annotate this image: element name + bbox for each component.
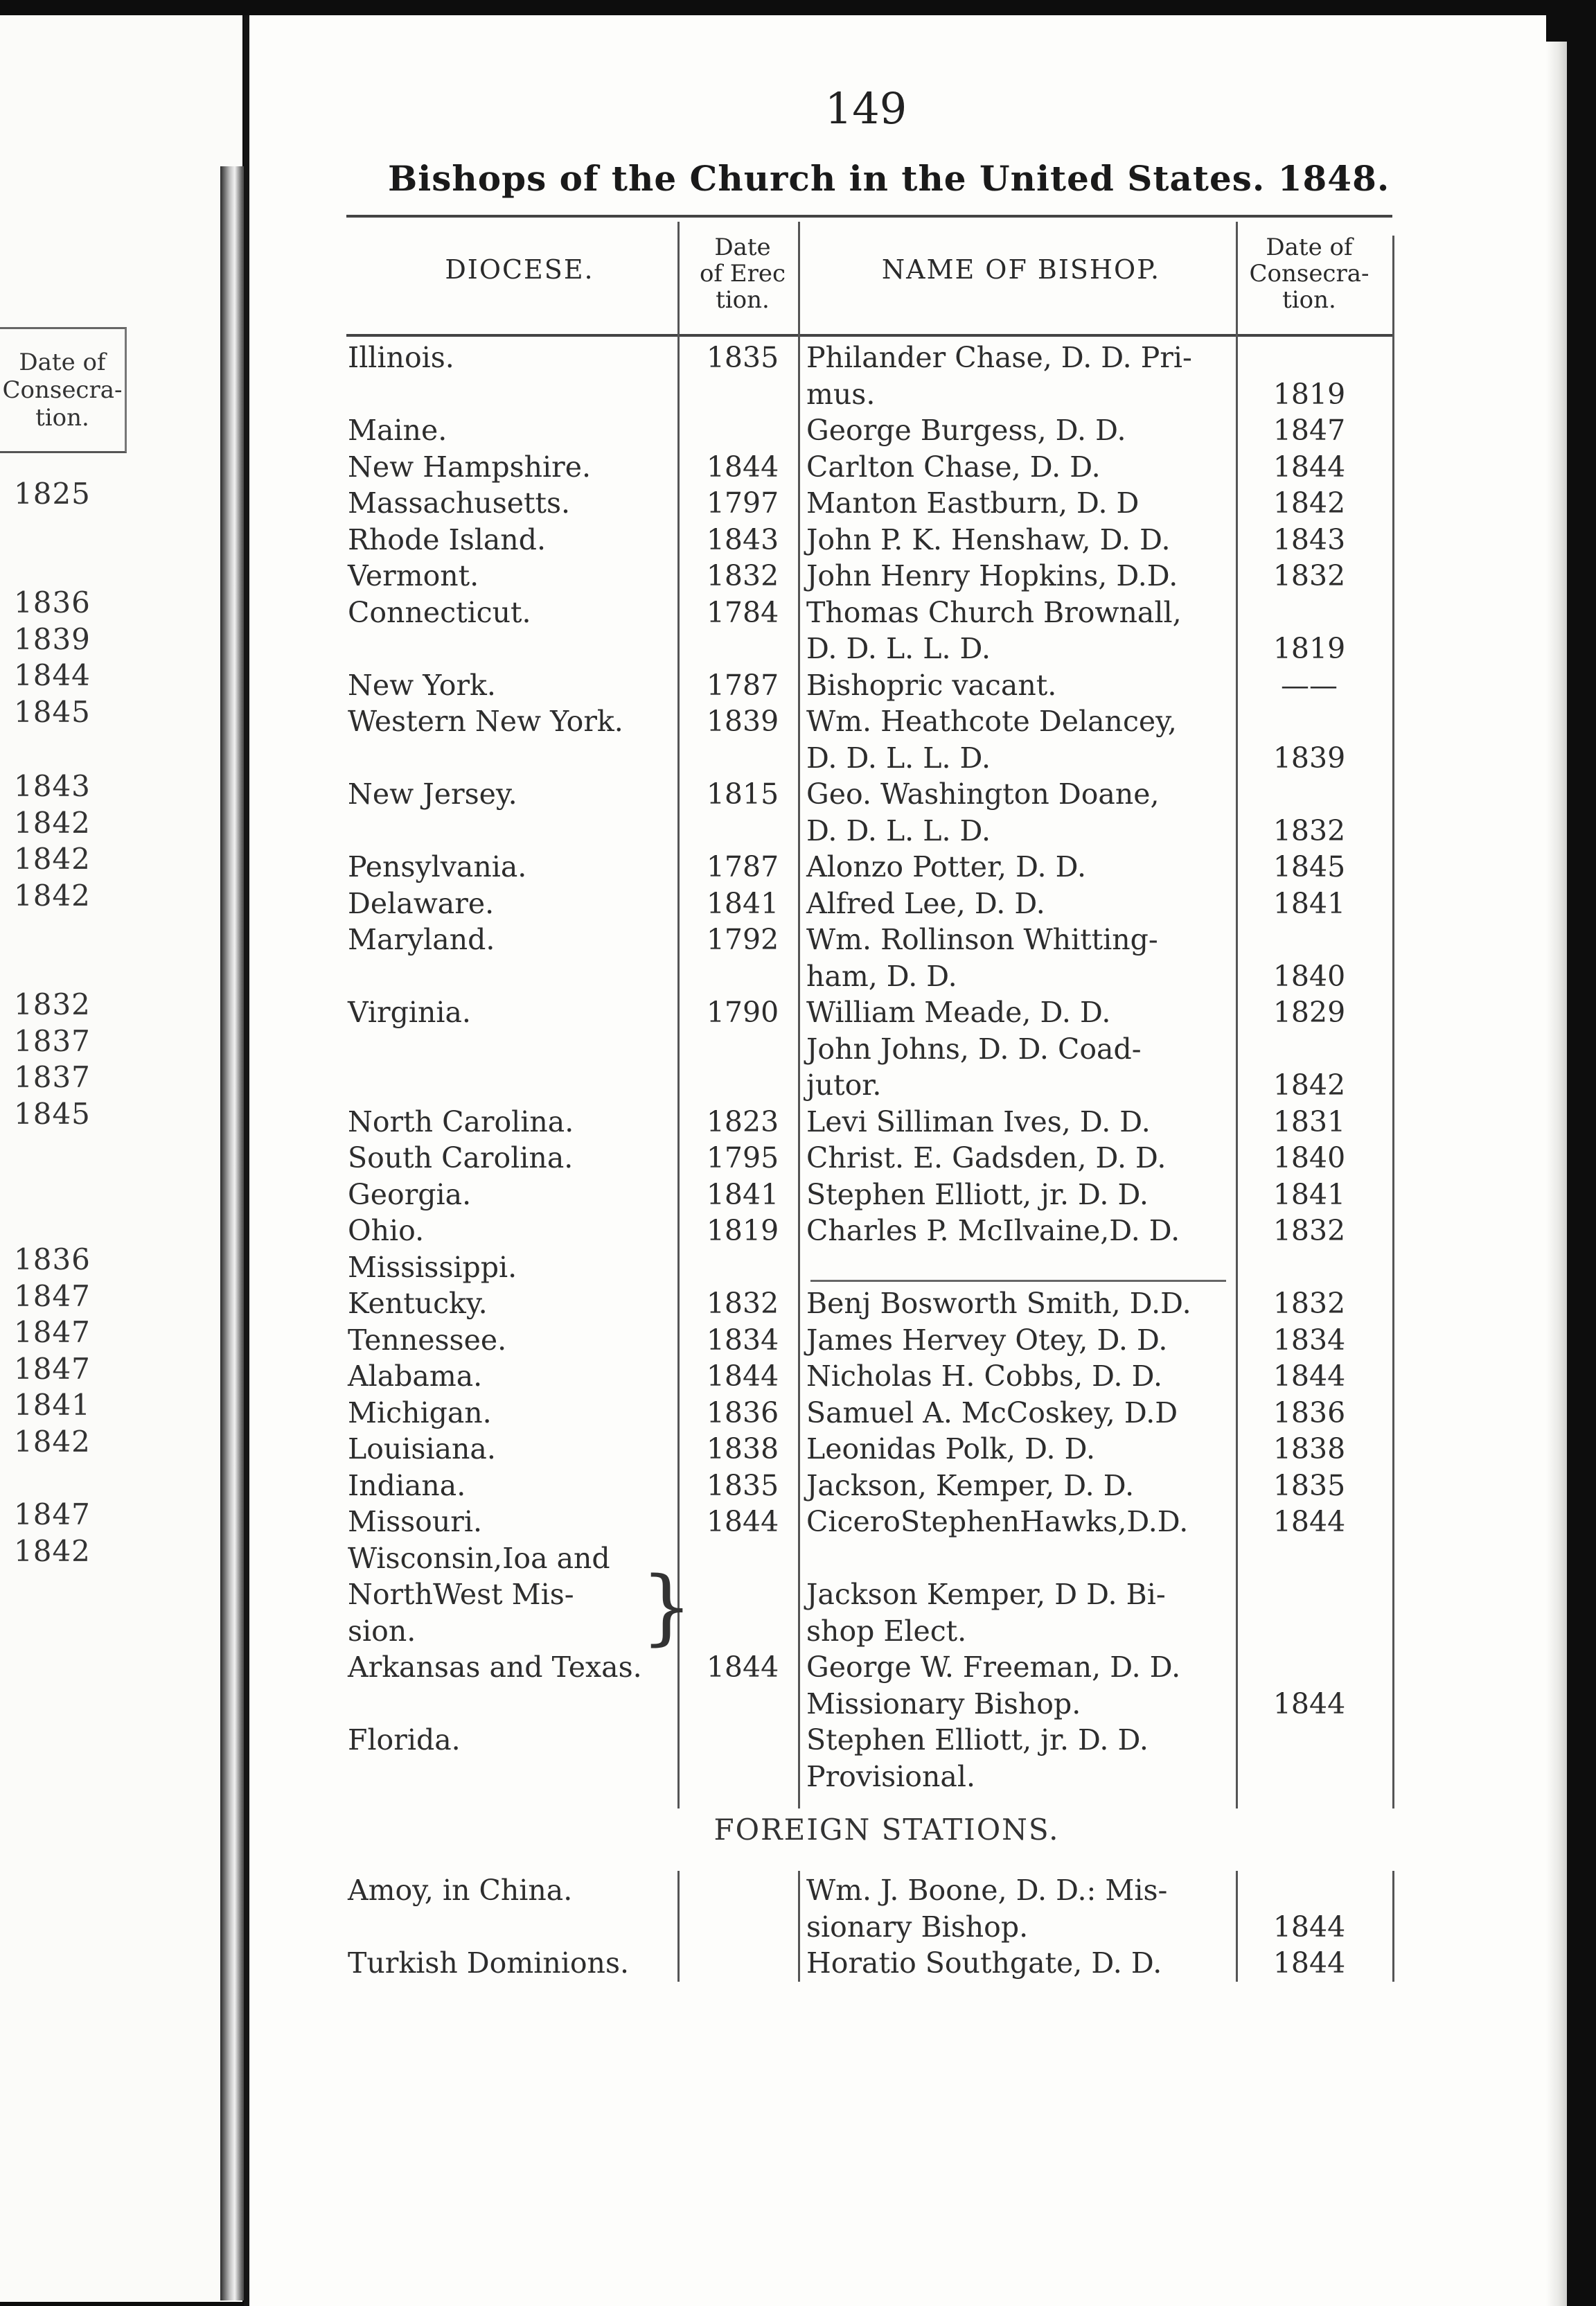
table-row-diocese: Ohio. bbox=[348, 1214, 425, 1247]
table-row-diocese: Georgia. bbox=[348, 1177, 472, 1211]
header-consecration-line-3: tion. bbox=[1282, 286, 1336, 314]
table-row-erection-year: 1839 bbox=[706, 705, 779, 738]
table-row-erection-year: 1835 bbox=[706, 1468, 779, 1502]
foreign-rule-2 bbox=[798, 1871, 800, 1982]
table-row-diocese: South Carolina. bbox=[348, 1141, 574, 1174]
table-row-bishop-name: George Burgess, D. D. bbox=[806, 414, 1126, 447]
table-row-erection-year: 1823 bbox=[706, 1104, 779, 1138]
table-row-bishop-name: Philander Chase, D. D. Pri- bbox=[806, 341, 1192, 374]
table-row-erection-year: 1832 bbox=[706, 559, 779, 592]
table-row-diocese: Illinois. bbox=[348, 341, 454, 374]
left-header-line-1: Date of bbox=[19, 349, 106, 376]
table-row-erection-year: 1787 bbox=[706, 668, 779, 702]
table-row-bishop-name: Provisional. bbox=[806, 1759, 975, 1793]
table-row-bishop-name: Christ. E. Gadsden, D. D. bbox=[806, 1141, 1167, 1174]
table-row-erection-year: 1834 bbox=[706, 1323, 779, 1357]
left-consecration-year: 1841 bbox=[14, 1388, 91, 1422]
column-rule-bishop-consecration bbox=[1236, 222, 1238, 1808]
table-row-erection-year: 1795 bbox=[706, 1141, 779, 1174]
table-row-erection-year: 1832 bbox=[706, 1287, 779, 1320]
table-row-diocese: Maryland. bbox=[348, 923, 495, 956]
table-row-diocese: sion. bbox=[348, 1614, 416, 1648]
table-row-diocese: Florida. bbox=[348, 1723, 461, 1757]
foreign-rule-3 bbox=[1236, 1871, 1238, 1982]
table-row-diocese: Delaware. bbox=[348, 886, 495, 920]
table-row-bishop-name: Thomas Church Brownall, bbox=[806, 595, 1182, 629]
left-consecration-year: 1847 bbox=[14, 1279, 91, 1313]
table-row-bishop-name: Bishopric vacant. bbox=[806, 668, 1057, 702]
table-row-bishop-name: Manton Eastburn, D. D bbox=[806, 486, 1140, 520]
table-row-bishop-name: Stephen Elliott, jr. D. D. bbox=[806, 1723, 1149, 1757]
title-rule bbox=[346, 215, 1392, 218]
left-consecration-year: 1843 bbox=[14, 769, 91, 803]
table-row-bishop-name: John P. K. Henshaw, D. D. bbox=[806, 522, 1171, 556]
left-consecration-year: 1847 bbox=[14, 1497, 91, 1531]
table-row-diocese: NorthWest Mis- bbox=[348, 1578, 574, 1611]
left-consecration-year: 1845 bbox=[14, 1097, 91, 1131]
table-row-diocese: Vermont. bbox=[348, 559, 479, 592]
table-row-erection-year: 1844 bbox=[706, 1651, 779, 1684]
left-consecration-year: 1832 bbox=[14, 987, 91, 1021]
left-consecration-year: 1825 bbox=[14, 477, 91, 511]
left-consecration-header bbox=[0, 327, 127, 453]
left-consecration-year: 1839 bbox=[14, 622, 91, 656]
table-row-consecration-year: 1844 bbox=[1273, 1359, 1346, 1393]
table-row-bishop-name: Levi Silliman Ives, D. D. bbox=[806, 1104, 1151, 1138]
table-row-erection-year: 1843 bbox=[706, 522, 779, 556]
left-consecration-year: 1847 bbox=[14, 1352, 91, 1386]
table-row-consecration-year: 1847 bbox=[1273, 414, 1346, 447]
previous-page-fragment bbox=[0, 15, 242, 2302]
table-row-consecration-year: 1832 bbox=[1273, 1287, 1346, 1320]
column-rule-right bbox=[1392, 236, 1394, 1808]
table-row-erection-year: 1841 bbox=[706, 886, 779, 920]
foreign-row-consecration-year: 1844 bbox=[1273, 1946, 1346, 1980]
table-row-consecration-year: 1832 bbox=[1273, 1214, 1346, 1247]
table-row-consecration-year: 1829 bbox=[1273, 996, 1346, 1029]
header-consecration-line-2: Consecra- bbox=[1249, 260, 1369, 288]
table-row-diocese: Indiana. bbox=[348, 1468, 466, 1502]
table-row-consecration-year: 1841 bbox=[1273, 1177, 1346, 1211]
foreign-row-bishop-name: Horatio Southgate, D. D. bbox=[806, 1946, 1162, 1980]
wisconsin-brace: } bbox=[641, 1558, 693, 1654]
table-row-consecration-year: 1842 bbox=[1273, 1068, 1346, 1102]
table-row-bishop-name: Wm. Heathcote Delancey, bbox=[806, 705, 1177, 738]
foreign-row-bishop-name: Wm. J. Boone, D. D.: Mis- bbox=[806, 1874, 1168, 1907]
table-row-bishop-name: shop Elect. bbox=[806, 1614, 967, 1648]
table-row-bishop-name: Samuel A. McCoskey, D.D bbox=[806, 1396, 1178, 1429]
left-header-line-2: Consecra- bbox=[2, 376, 123, 404]
table-row-diocese: Virginia. bbox=[348, 996, 471, 1029]
header-date-of-erection bbox=[680, 234, 805, 313]
table-row-diocese: Massachusetts. bbox=[348, 486, 571, 520]
table-row-bishop-name: Alfred Lee, D. D. bbox=[806, 886, 1045, 920]
table-row-bishop-name: ham, D. D. bbox=[806, 959, 957, 993]
table-row-erection-year: 1787 bbox=[706, 850, 779, 883]
foreign-row-consecration-year: 1844 bbox=[1273, 1910, 1346, 1944]
table-row-bishop-name: Carlton Chase, D. D. bbox=[806, 450, 1101, 484]
table-row-consecration-year: 1835 bbox=[1273, 1468, 1346, 1502]
page-edge bbox=[1546, 42, 1567, 2306]
table-row-diocese: New York. bbox=[348, 668, 496, 702]
left-consecration-year: 1836 bbox=[14, 1242, 91, 1276]
left-consecration-year: 1837 bbox=[14, 1024, 91, 1058]
table-row-bishop-name: Benj Bosworth Smith, D.D. bbox=[806, 1287, 1191, 1320]
left-consecration-year: 1837 bbox=[14, 1060, 91, 1094]
mississippi-blank-rule bbox=[810, 1280, 1226, 1282]
table-row-bishop-name: jutor. bbox=[806, 1068, 882, 1102]
table-row-diocese: Wisconsin,Ioa and bbox=[348, 1541, 610, 1575]
table-row-diocese: Louisiana. bbox=[348, 1432, 496, 1466]
header-erection-line-1: Date bbox=[714, 234, 771, 261]
table-row-diocese: New Hampshire. bbox=[348, 450, 592, 484]
table-row-consecration-year: 1832 bbox=[1273, 559, 1346, 592]
table-row-consecration-year: 1819 bbox=[1273, 377, 1346, 411]
table-row-bishop-name: CiceroStephenHawks,D.D. bbox=[806, 1505, 1189, 1538]
left-consecration-year: 1845 bbox=[14, 695, 91, 729]
left-consecration-year: 1842 bbox=[14, 806, 91, 840]
table-row-erection-year: 1835 bbox=[706, 341, 779, 374]
left-consecration-year: 1844 bbox=[14, 658, 91, 692]
table-row-bishop-name: mus. bbox=[806, 377, 876, 411]
table-row-diocese: Arkansas and Texas. bbox=[348, 1651, 642, 1684]
table-row-bishop-name: Nicholas H. Cobbs, D. D. bbox=[806, 1359, 1163, 1393]
page-title: Bishops of the Church in the United States. 1848. bbox=[388, 158, 1390, 199]
table-row-consecration-year: —— bbox=[1281, 668, 1338, 702]
table-row-erection-year: 1844 bbox=[706, 1359, 779, 1393]
table-row-consecration-year: 1838 bbox=[1273, 1432, 1346, 1466]
header-name-of-bishop: NAME OF BISHOP. bbox=[881, 254, 1161, 285]
left-consecration-year: 1836 bbox=[14, 586, 91, 619]
table-row-diocese: Missouri. bbox=[348, 1505, 483, 1538]
table-row-bishop-name: John Henry Hopkins, D.D. bbox=[806, 559, 1178, 592]
table-row-consecration-year: 1840 bbox=[1273, 959, 1346, 993]
header-date-of-consecration bbox=[1240, 234, 1378, 313]
table-row-diocese: Michigan. bbox=[348, 1396, 492, 1429]
table-row-bishop-name: D. D. L. L. D. bbox=[806, 632, 991, 665]
table-row-consecration-year: 1844 bbox=[1273, 1687, 1346, 1720]
table-row-bishop-name: Charles P. McIlvaine,D. D. bbox=[806, 1214, 1180, 1247]
table-row-bishop-name: D. D. L. L. D. bbox=[806, 813, 991, 847]
table-row-bishop-name: William Meade, D. D. bbox=[806, 996, 1111, 1029]
table-row-consecration-year: 1845 bbox=[1273, 850, 1346, 883]
table-row-erection-year: 1844 bbox=[706, 1505, 779, 1538]
foreign-stations-heading: FOREIGN STATIONS. bbox=[713, 1813, 1060, 1847]
table-row-diocese: Tennessee. bbox=[348, 1323, 507, 1357]
page-number: 149 bbox=[824, 83, 907, 134]
left-consecration-year: 1842 bbox=[14, 879, 91, 913]
table-row-bishop-name: James Hervey Otey, D. D. bbox=[806, 1323, 1168, 1357]
table-row-bishop-name: George W. Freeman, D. D. bbox=[806, 1651, 1181, 1684]
table-row-consecration-year: 1832 bbox=[1273, 813, 1346, 847]
table-row-diocese: Connecticut. bbox=[348, 595, 531, 629]
table-row-bishop-name: Geo. Washington Doane, bbox=[806, 777, 1160, 811]
table-row-consecration-year: 1834 bbox=[1273, 1323, 1346, 1357]
left-consecration-year: 1842 bbox=[14, 1425, 91, 1459]
table-row-consecration-year: 1844 bbox=[1273, 1505, 1346, 1538]
table-row-consecration-year: 1843 bbox=[1273, 522, 1346, 556]
table-row-consecration-year: 1831 bbox=[1273, 1104, 1346, 1138]
table-row-consecration-year: 1844 bbox=[1273, 450, 1346, 484]
table-row-erection-year: 1836 bbox=[706, 1396, 779, 1429]
table-row-erection-year: 1844 bbox=[706, 450, 779, 484]
table-row-consecration-year: 1836 bbox=[1273, 1396, 1346, 1429]
left-consecration-year: 1842 bbox=[14, 842, 91, 876]
foreign-rule-1 bbox=[677, 1871, 680, 1982]
table-row-bishop-name: Jackson Kemper, D D. Bi- bbox=[806, 1578, 1166, 1611]
table-row-bishop-name: Jackson, Kemper, D. D. bbox=[806, 1468, 1135, 1502]
table-row-diocese: Western New York. bbox=[348, 705, 623, 738]
table-row-bishop-name: D. D. L. L. D. bbox=[806, 741, 991, 775]
header-erection-line-3: tion. bbox=[716, 286, 770, 314]
foreign-rule-4 bbox=[1392, 1871, 1394, 1982]
left-consecration-year: 1842 bbox=[14, 1534, 91, 1568]
table-row-erection-year: 1784 bbox=[706, 595, 779, 629]
table-row-erection-year: 1790 bbox=[706, 996, 779, 1029]
header-consecration-line-1: Date of bbox=[1266, 234, 1353, 261]
table-row-diocese: North Carolina. bbox=[348, 1104, 574, 1138]
table-row-diocese: Kentucky. bbox=[348, 1287, 488, 1320]
table-row-erection-year: 1815 bbox=[706, 777, 779, 811]
table-row-erection-year: 1819 bbox=[706, 1214, 779, 1247]
table-row-erection-year: 1841 bbox=[706, 1177, 779, 1211]
table-row-consecration-year: 1840 bbox=[1273, 1141, 1346, 1174]
table-row-bishop-name: Leonidas Polk, D. D. bbox=[806, 1432, 1096, 1466]
left-header-line-3: tion. bbox=[35, 404, 89, 432]
table-row-bishop-name: Missionary Bishop. bbox=[806, 1687, 1081, 1720]
table-row-erection-year: 1838 bbox=[706, 1432, 779, 1466]
foreign-row-diocese: Amoy, in China. bbox=[348, 1874, 573, 1907]
foreign-row-bishop-name: sionary Bishop. bbox=[806, 1910, 1029, 1944]
table-row-bishop-name: Alonzo Potter, D. D. bbox=[806, 850, 1087, 883]
header-diocese: DIOCESE. bbox=[445, 254, 594, 285]
table-row-diocese: New Jersey. bbox=[348, 777, 517, 811]
table-row-consecration-year: 1842 bbox=[1273, 486, 1346, 520]
table-row-bishop-name: Stephen Elliott, jr. D. D. bbox=[806, 1177, 1149, 1211]
table-row-diocese: Pensylvania. bbox=[348, 850, 527, 883]
table-row-diocese: Alabama. bbox=[348, 1359, 483, 1393]
table-row-bishop-name: Wm. Rollinson Whitting- bbox=[806, 923, 1158, 956]
table-row-diocese: Maine. bbox=[348, 414, 447, 447]
table-row-consecration-year: 1839 bbox=[1273, 741, 1346, 775]
table-row-consecration-year: 1841 bbox=[1273, 886, 1346, 920]
left-consecration-year: 1847 bbox=[14, 1315, 91, 1349]
table-row-diocese: Rhode Island. bbox=[348, 522, 546, 556]
book-spine bbox=[220, 166, 247, 2300]
header-erection-line-2: of Erec bbox=[699, 260, 786, 288]
table-row-erection-year: 1797 bbox=[706, 486, 779, 520]
table-row-consecration-year: 1819 bbox=[1273, 632, 1346, 665]
table-row-bishop-name: John Johns, D. D. Coad- bbox=[806, 1032, 1142, 1066]
table-row-diocese: Mississippi. bbox=[348, 1250, 517, 1284]
foreign-row-diocese: Turkish Dominions. bbox=[348, 1946, 630, 1980]
table-row-erection-year: 1792 bbox=[706, 923, 779, 956]
